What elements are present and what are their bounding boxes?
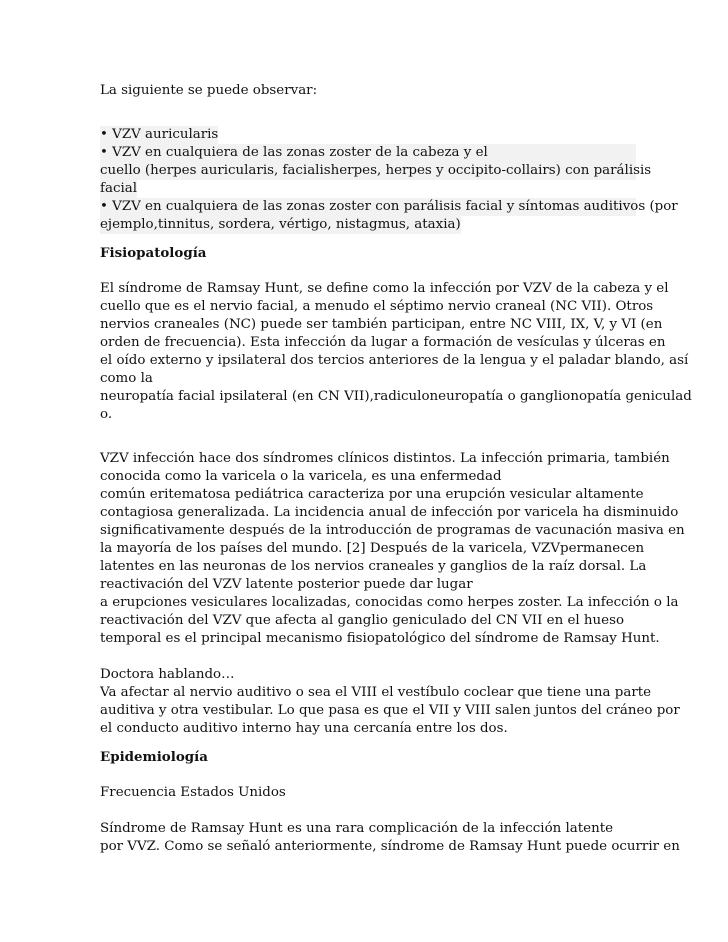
paragraph-line: nervios craneales (NC) puede ser también participan, entre NC VIII, IX, V, y VI (en — [100, 317, 663, 332]
paragraph-line: reactivación del VZV latente posterior puede dar lugar — [100, 577, 473, 592]
paragraph-2 — [100, 450, 685, 648]
paragraph-line: el conducto auditivo interno hay una cercanía entre los dos. — [100, 721, 508, 736]
bullet-line: cuello (herpes auricularis, facialisherpes, herpes y occipito-collairs) con parálisis — [100, 163, 652, 178]
paragraph-line: conocida como la varicela o la varicela, es una enfermedad — [100, 469, 502, 484]
paragraph-line: por VVZ. Como se señaló anteriormente, síndrome de Ramsay Hunt puede ocurrir en — [100, 839, 680, 854]
intro-text: La siguiente se puede observar: — [100, 83, 318, 98]
bullet-line: • VZV auricularis — [100, 127, 219, 142]
bullet-line: • VZV en cualquiera de las zonas zoster de la cabeza y el — [100, 144, 636, 162]
bullet-line: • VZV en cualquiera de las zonas zoster con parálisis facial y síntomas auditivos (por — [100, 199, 678, 214]
paragraph-line: el oído externo y ipsilateral dos tercios anteriores de la lengua y el paladar blando, así — [100, 353, 689, 368]
paragraph-line: Va afectar al nervio auditivo o sea el VIII el vestíbulo coclear que tiene una parte — [100, 685, 652, 700]
paragraph-1 — [100, 280, 692, 424]
bullet-list — [100, 126, 678, 234]
paragraph-line: Doctora hablando… — [100, 667, 235, 682]
paragraph-line: significativamente después de la introducción de programas de vacunación masiva en — [100, 523, 685, 538]
paragraph-line: la mayoría de los países del mundo. [2] Después de la varicela, VZVpermanecen — [100, 541, 645, 556]
document-page — [100, 82, 692, 856]
bullet-line: facial — [100, 181, 137, 196]
paragraph-line: cuello que es el nervio facial, a menudo el séptimo nervio craneal (NC VII). Otros — [100, 299, 654, 314]
paragraph-line: o. — [100, 407, 113, 422]
bullet-line: ejemplo,tinnitus, sordera, vértigo, nistagmus, ataxia) — [100, 217, 461, 232]
paragraph-line: como la — [100, 371, 153, 386]
paragraph-line: orden de frecuencia). Esta infección da lugar a formación de vesículas y úlceras en — [100, 335, 666, 350]
paragraph-4 — [100, 820, 680, 856]
paragraph-line: El síndrome de Ramsay Hunt, se define como la infección por VZV de la cabeza y el — [100, 281, 669, 296]
paragraph-line: a erupciones vesiculares localizadas, conocidas como herpes zoster. La infección o la — [100, 595, 679, 610]
paragraph-line: Síndrome de Ramsay Hunt es una rara complicación de la infección latente — [100, 821, 614, 836]
paragraph-line: reactivación del VZV que afecta al ganglio geniculado del CN VII en el hueso — [100, 613, 625, 628]
paragraph-line: común eritematosa pediátrica caracteriza por una erupción vesicular altamente — [100, 487, 644, 502]
paragraph-line: neuropatía facial ipsilateral (en CN VII),radiculoneuropatía o ganglionopatía geniculad — [100, 389, 692, 404]
subheading-frecuencia: Frecuencia Estados Unidos — [100, 785, 286, 800]
paragraph-line: latentes en las neuronas de los nervios craneales y ganglios de la raíz dorsal. La — [100, 559, 647, 574]
paragraph-line: VZV infección hace dos síndromes clínicos distintos. La infección primaria, también — [100, 451, 670, 466]
section-heading-epidemiologia: Epidemiología — [100, 749, 208, 765]
paragraph-line: contagiosa generalizada. La incidencia anual de infección por varicela ha disminuido — [100, 505, 679, 520]
paragraph-3 — [100, 666, 680, 738]
paragraph-line: temporal es el principal mecanismo fisiopatológico del síndrome de Ramsay Hunt. — [100, 631, 660, 646]
section-heading-fisiopatologia: Fisiopatología — [100, 245, 207, 261]
paragraph-line: auditiva y otra vestibular. Lo que pasa es que el VII y VIII salen juntos del cráneo por — [100, 703, 680, 718]
